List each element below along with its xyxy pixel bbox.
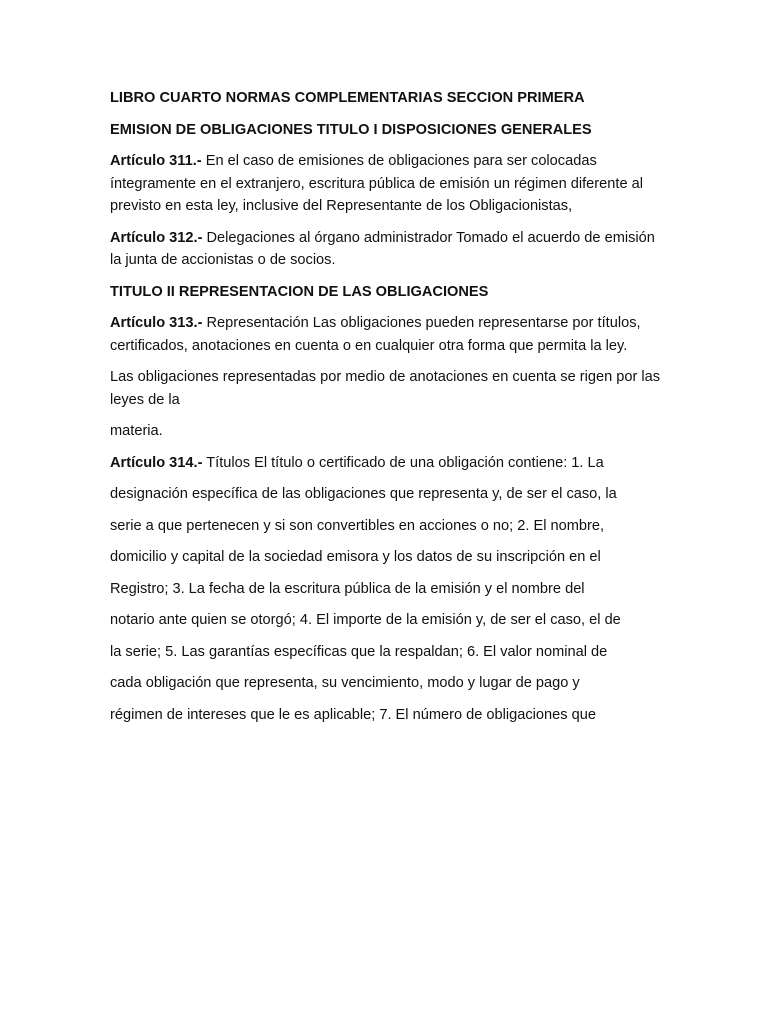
article-314-line: designación específica de las obligaciones que representa y, de ser el caso, la xyxy=(110,486,617,502)
heading-emision-obligaciones: EMISION DE OBLIGACIONES TITULO I DISPOSICIONES GENERALES xyxy=(110,121,592,138)
article-313-paragraph-2: Las obligaciones representadas por medio de anotaciones en cuenta se rigen por las leyes de la xyxy=(110,369,661,408)
article-313-paragraph-3: materia. xyxy=(110,423,163,439)
article-314-label: Artículo 314.- xyxy=(110,454,203,471)
article-314-line: domicilio y capital de la sociedad emisora y los datos de su inscripción en el xyxy=(110,549,601,565)
document-page xyxy=(110,87,662,735)
article-312-text: Delegaciones al órgano administrador Tomado el acuerdo de emisión la junta de accionistas o de socios. xyxy=(110,229,655,268)
article-313-label: Artículo 313.- xyxy=(110,315,203,331)
article-313 xyxy=(110,312,662,357)
article-313-text: Representación Las obligaciones pueden representarse por títulos, certificados, anotaciones en cuenta o en cualquier otra forma que permita la ley. xyxy=(110,315,641,354)
article-312 xyxy=(110,227,662,272)
article-314 xyxy=(110,452,662,475)
heading-titulo-ii: TITULO II REPRESENTACION DE LAS OBLIGACIONES xyxy=(110,283,489,300)
article-314-line: régimen de intereses que le es aplicable; 7. El número de obligaciones que xyxy=(110,706,596,723)
article-314-line: notario ante quien se otorgó; 4. El importe de la emisión y, de ser el caso, el de xyxy=(110,612,621,628)
article-311-text: En el caso de emisiones de obligaciones para ser colocadas íntegramente en el extranjero, escritura pública de emisión un régimen diferente al previsto en esta ley, inclusive del Representante de los Obligacionistas, xyxy=(110,153,643,214)
article-311 xyxy=(110,150,662,218)
article-314-text: Títulos El título o certificado de una obligación contiene: 1. La xyxy=(202,454,604,471)
article-314-line: Registro; 3. La fecha de la escritura pública de la emisión y el nombre del xyxy=(110,580,585,597)
heading-libro-cuarto: LIBRO CUARTO NORMAS COMPLEMENTARIAS SECCION PRIMERA xyxy=(110,90,585,106)
article-312-label: Artículo 312.- xyxy=(110,229,203,246)
article-314-line: serie a que pertenecen y si son convertibles en acciones o no; 2. El nombre, xyxy=(110,517,605,534)
article-311-label: Artículo 311.- xyxy=(110,153,202,169)
article-314-line: cada obligación que representa, su vencimiento, modo y lugar de pago y xyxy=(110,675,580,691)
article-314-line: la serie; 5. Las garantías específicas que la respaldan; 6. El valor nominal de xyxy=(110,643,608,660)
